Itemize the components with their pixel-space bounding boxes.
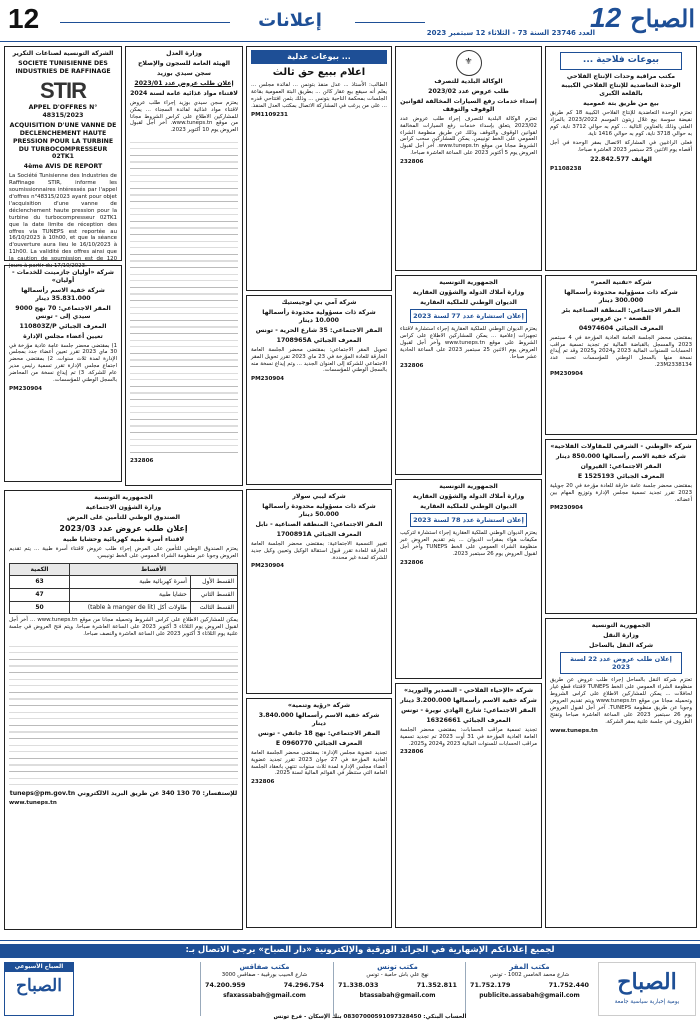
ad-link[interactable]: www.tuneps.tn [9, 800, 57, 807]
ad-body: يمكن للمشاركين الاطلاع على كراس الشروط وتحميله مجانا من موقع www.tuneps.tn ... آخر أجل لقبول العروض يوم الثلاثاء 3 أكتوبر 2023 على الساعة العاشرة صباحا. ويتم فتح العروض في جلسة علنية يوم الثلاثاء 3 أكتوبر 2023 على الساعة العاشرة والنصف صباحا. [9, 617, 238, 638]
ad-subtitle: 4ème AVIS DE REPORT [23, 163, 103, 171]
ad-title: شركة «أوليان جازمينت للخدمات - أوليان» [12, 269, 114, 284]
footer-bank-account: الحساب البنكي: 08307000591097328450 بنك الإسكان - فرع تونس [273, 1014, 467, 1020]
column-mid-left [246, 46, 392, 936]
ad-body: تحويل المقر الاجتماعي: بمقتضى محضر الجلسة العامة الخارقة للعادة المؤرخة في 23 ماي 2023 تقرر تحويل المقر الاجتماعي للشركة إلى العنوان الجديد ... وتم إيداع نسخة منه بالسجل الوطني للمؤسسات. [251, 346, 387, 374]
ad-tender [125, 46, 243, 486]
office-email[interactable]: publicite.assabah@gmail.com [479, 992, 580, 1000]
ad-subtitle: بيع من طريق بتة عمومية [583, 100, 659, 108]
ad-subtitle: إسداء خدمات رفع السيارات المخالفة لقوانين الوقوف والتوقف [400, 97, 537, 113]
office-email[interactable]: btassabah@gmail.com [359, 992, 436, 1000]
ad-body: بمقتضى محضر جلسة عامة خارقة للعادة مؤرخة في 20 جويلية 2023 تقرر تجديد تسمية مجلس الإدارة وتوزيع المهام بين أعضائه. [550, 482, 692, 503]
ad-contact: للإستفسار: 70 130 340 عن طريق البريد الالكتروني tuneps@pm.gov.tn [9, 790, 238, 798]
column-left [4, 46, 243, 936]
footer-logo-weekly [4, 962, 74, 1016]
table-cell: القسط الثالث [190, 601, 237, 614]
ad-body: يعتزم الصندوق الوطني للتأمين على المرض إجراء طلب عروض لاقتناء أسرة طبية ... يتم تقديم العروض وجوبا عبر منظومة الشراء العمومي على الخط تونيبس. [9, 545, 238, 559]
ad-subtitle: الوحدة التعاضدية للإنتاج الفلاحي الكبيبة بالقلعة الكبرى [561, 82, 681, 98]
ad-consultation [395, 275, 542, 475]
ad-company-notice [246, 489, 392, 694]
footer-office [333, 962, 461, 1016]
ad-title: APPEL D'OFFRES N° 48315/2023 [28, 103, 98, 119]
ad-subtitle: الصندوق الوطني للتأمين على المرض [67, 513, 180, 521]
ad-subtitle: وزارة أملاك الدولة والشؤون العقارية [412, 492, 525, 500]
ad-tax-id: المعرف الجبائي 1708965A [276, 336, 362, 344]
ad-body: يعتزم الديوان الوطني للملكية العقارية إجراء استشارة لاقتناء تجهيزات إعلامية ... يمكن للمشاركين الاطلاع على كراس الشروط على موقع www.tuneps.tn وآخر أجل لقبول العروض يوم الاثنين 25 سبتمبر 2023 على الساعة الحادية عشر صباحا. [400, 326, 537, 360]
table-cell: القسط الأول [190, 576, 237, 589]
table-cell: أسرة كهربائية طبية [70, 576, 191, 589]
ad-subtitle: تعيين أعضاء مجلس الإدارة [23, 332, 103, 340]
table-cell: طاولات أكل (table à manger de lit) [70, 601, 191, 614]
office-email[interactable]: sfaxassabah@gmail.com [223, 992, 306, 1000]
table-row [10, 576, 238, 589]
ad-tax-id: المعرف الجبائي 110803Z/P [19, 322, 107, 330]
ad-company-notice [4, 265, 122, 482]
ad-agricultural-sale [545, 46, 697, 271]
ad-ref: 232806 [400, 559, 424, 566]
office-address: شارع الحبيب بورقيبة - صفاقس 3000 [221, 971, 308, 978]
ad-title: الوكالة البلدية للتصرف [434, 78, 503, 85]
ad-phone: الهاتف 22.842.577 [590, 155, 652, 163]
consultation-number: إعلان استشارة عدد 77 لسنة 2023 [410, 309, 527, 323]
footer-title: لجميع إعلاناتكم الإشهارية في الجرائد الورقية والإلكترونية «دار الصباح» يرجى الاتصال بـ: [185, 945, 555, 955]
ad-subtitle: المقر الاجتماعي: المنطقة الصناعية بئر القصعة - بن عروس [561, 306, 681, 322]
table-header-cell: الأقساط [70, 563, 238, 576]
table-header-row [10, 563, 238, 576]
ad-title: الجمهورية التونسية [94, 494, 153, 501]
ad-title: وزارة العدل [166, 50, 202, 57]
ad-ref: 232806 [251, 779, 275, 786]
ad-ref: 232806 [400, 362, 424, 369]
office-phones [338, 981, 457, 989]
footer-logo-text: الصباح [16, 976, 62, 997]
ad-judicial-sale [246, 46, 392, 291]
ad-title: الجمهورية التونسية [591, 622, 651, 629]
footer-logo-assabah [598, 962, 696, 1016]
ad-body: تعتزم شركة النقل بالساحل إجراء طلب عروض عن طريق منظومة الشراء العمومي على الخط TUNEPS لاقتناء قطع غيار لحافلات ... يمكن للمشاركين الاطلاع على كراس الشروط وتحميله مجانا من موقع www.tuneps.tn ويتم تقديم العروض وجوبا عن طريق منظومة TUNEPS. آخر أجل لقبول العروض يوم 26 سبتمبر 2023 على الساعة العاشرة صباحا وتفتح الظروف في جلسة علنية بمقر الشركة. [550, 677, 693, 725]
ad-body: La Société Tunisienne des Industries de Raffinage STIR, informe les soumissionnaires intéressés par l'appel d'offres n°48315/2023 ayant pour objet l'acquisition d'une vanne de déclenchement haute pression pour la turbine du turbocompresseur 02TK1 que la date limite de réception des offres via TUNEPS est reportée au 16/10/2023 à 10h00, et que la séance d'ouverture aura lieu le 16/10/2023 à 11h00. La validité des offres ainsi que la caution de soumission est de 120 jours à partir du 17/10/2023. [9, 173, 117, 270]
ad-body: فعلى الراغبين في المشاركة الاتصال بمقر الوحدة في أجل أقصاه يوم الاثنين 25 سبتمبر 2023 العاشرة صباحا. [550, 139, 692, 153]
ad-tax-id: المعرف الجبائي 16326661 [426, 716, 511, 724]
consultation-number: إعلان استشارة عدد 78 لسنة 2023 [410, 513, 527, 527]
ad-body: 1) بمقتضى محضر جلسة عامة عادية مؤرخة في 30 ماي 2023 تقرر تعيين أعضاء جدد بمجلس الإدارة لمدة ثلاث سنوات. 2) بمقتضى محضر اجتماع مجلس الإدارة تقرر تسمية رئيس مدير عام للشركة. 3) تم إيداع نسخة من المحاضر بالسجل الوطني للمؤسسات. [9, 342, 118, 384]
footer-logo-tagline: يومية إخبارية سياسية جامعة [614, 999, 680, 1005]
page-header [0, 0, 700, 42]
ad-header: الشركة التونسية لصناعات التكرير [12, 50, 114, 57]
office-phones [470, 981, 589, 989]
ad-body: تعتزم الوحدة التعاضدية للإنتاج الفلاحي الكبيبة 18 كم طريق نفيضة سوسة بيع غلال زيتون الموسم 2023/2022 بالمزاد العلني وذلك بالعناوين التالية ... كوم به حوالي 3712 ناية، كوم به حوالي 3718 ناية، كوم به حوالي 1416 ناية. [550, 110, 693, 137]
ad-title: شركة «تقنية العمر» [590, 279, 652, 286]
ad-tax-id: المعرف الجبائي E 0960770 [275, 739, 363, 747]
ad-title: شركة ليبي سولار [292, 493, 346, 500]
ad-title: شركة «الوطني - الشرقي للمقاولات الفلاحية» [550, 443, 692, 450]
table-header-cell: الكمية [10, 563, 70, 576]
column-title: بيوعات فلاحية ... [560, 52, 682, 70]
left-top-subcol [4, 46, 122, 486]
ad-tax-id: المعرف الجبائي 1700891A [276, 530, 362, 538]
issue-line: العدد 23746 السنة 73 - الثلاثاء 12 سبتمبر 2023 [426, 29, 595, 37]
header-rule-left [60, 22, 230, 23]
ad-subtitle: وزارة أملاك الدولة والشؤون العقارية [412, 288, 525, 296]
tender-number: إعلان طلب عروض عدد 22 لسنة 2023 [560, 652, 682, 675]
column-right [545, 46, 697, 936]
ad-consultation [395, 479, 542, 679]
ad-body: الطالب: الأستاذ ... عدل منفذ بتونس ... لفائدة مجلس ... يعلم أنه سيقع بيع عقار كائن ... بطريق البتة العمومية بقاعة الجلسات بمحكمة الناحية بتونس ... وذلك بثمن افتتاحي قدره ... على من يرغب في المشاركة الاتصال بمكتب العدل المنفذ. [251, 82, 387, 109]
header-rule-right [355, 22, 425, 23]
ad-ref: PM230904 [550, 505, 584, 512]
table-row [10, 589, 238, 602]
ad-subtitle: لاقتناء أسرة طبية كهربائية وحشايا طبية [62, 536, 185, 544]
ad-title: اعلام ببيع حق ثالث [272, 67, 366, 79]
table-cell: 63 [10, 576, 70, 589]
ad-company-notice [395, 683, 542, 928]
ad-stir-tender [4, 46, 122, 270]
office-name: مكتب صفاقس [239, 963, 290, 971]
office-address: نهج علي باش حامبة - تونس [366, 971, 429, 978]
ad-title: الجمهورية التونسية [439, 483, 498, 490]
office-phone[interactable]: 74.200.959 [205, 980, 246, 989]
ad-body: تغيير التسمية الاجتماعية: بمقتضى محضر الجلسة العامة الخارقة للعادة تقرر قبول استقالة الوكيل وتعيين وكيل جديد للشركة لمدة غير محددة. [251, 540, 387, 561]
lots-table [9, 563, 238, 615]
column-title: ... بيوعات عدلية [251, 50, 387, 64]
ad-subtitle: سجن سيدي بوزيد [157, 69, 211, 77]
municipal-emblem-icon: ⚜ [456, 50, 482, 76]
left-top-row [4, 46, 243, 486]
ad-ref: PM230904 [9, 385, 43, 392]
office-name: مكتب المقر [509, 963, 550, 971]
section-title: إعلانات [258, 10, 322, 31]
ad-ref: 232806 [400, 159, 424, 166]
office-phone[interactable]: 74.296.754 [283, 980, 324, 989]
ad-ref: P1108238 [550, 165, 582, 172]
ad-body-fine-print [9, 640, 238, 790]
ad-title: شركة «الإحياء الفلاحي - التصدير والتوريد» [403, 687, 534, 694]
tender-number: إعلان طلب عروض عدد 2023/01 [134, 79, 234, 87]
ad-tender [545, 618, 697, 928]
ad-subtitle: المقر الاجتماعي: 70 نهج 9000 سيدي إلى - تونس [15, 304, 111, 320]
ad-subtitle: المقر الاجتماعي: نهج 18 جانفي - تونس [257, 729, 381, 737]
ad-subtitle: شركة خفية الاسم رأسمالها 3.200.000 دينار [400, 696, 537, 704]
ad-subtitle: شركة خفية الاسم رأسمالها 3.840.000 دينار [258, 711, 380, 727]
ad-ref: PM230904 [550, 371, 584, 378]
ad-subtitle: المقر الاجتماعي: المنطقة الصناعية - نابل [255, 520, 383, 528]
ad-subtitle: الديوان الوطني للملكية العقارية [420, 298, 517, 306]
ad-body: تجديد تسمية مراقب الحسابات: بمقتضى محضر الجلسة العامة العادية المؤرخة في 31 أوت 2023 تم تجديد تسمية مراقب الحسابات للسنوات المالية 2023 و2024 و2025. [400, 726, 537, 747]
table-cell: 47 [10, 589, 70, 602]
ad-subtitle: شركة ذات مسؤولية محدودة رأسمالها 300.000 دينار [564, 288, 678, 304]
office-address: شارع محمد الخامس 1002 - تونس [489, 971, 570, 978]
ad-cnam-tender [4, 490, 243, 930]
stir-logo: STIR [39, 77, 87, 103]
ad-header-fr: SOCIETE TUNISIENNE DES INDUSTRIES DE RAFFINAGE [15, 59, 111, 75]
office-phones [205, 981, 324, 989]
ad-tax-id: المعرف الجبائي E 1525193 [577, 472, 665, 480]
ad-title: شركة آمي بي لوجيستيك [281, 299, 357, 306]
ad-body: يعتزم سجن سيدي بوزيد إجراء طلب عروض لاقتناء مواد غذائية لفائدة السجناء ... يمكن للمشاركين الاطلاع على كراس الشروط مجانا من موقع www.tuneps.tn. آخر أجل لقبول العروض يوم 10 أكتوبر 2023. [130, 99, 238, 134]
ad-subtitle: المقر الاجتماعي: القيروان [580, 462, 662, 470]
page-number: 12 [8, 3, 40, 34]
tender-number: إعلان طلب عروض عدد 2023/03 [59, 523, 188, 533]
ad-title: شركة «رؤية وتنمية» [287, 702, 351, 709]
ad-company-notice [246, 698, 392, 928]
newspaper-logo [590, 2, 695, 38]
ad-body-fine-print [130, 136, 238, 456]
ad-ref: PM230904 [251, 563, 285, 570]
ad-link[interactable]: www.tuneps.tn [550, 727, 598, 734]
table-cell: القسط الثاني [190, 589, 237, 602]
ad-subtitle: الهيئة العامة للسجون والإصلاح [137, 59, 231, 67]
table-row [10, 601, 238, 614]
office-phone[interactable]: 71.352.811 [416, 980, 457, 989]
office-phone[interactable]: 71.752.440 [548, 980, 589, 989]
ad-company-notice [545, 275, 697, 435]
ad-body: تجديد عضوية مجلس الإدارة: بمقتضى محضر الجلسة العامة العادية المؤرخة في 27 جوان 2023 تقرر تجديد عضوية أعضاء مجلس الإدارة لمدة ثلاث سنوات تنتهي بانعقاد الجلسة العامة التي ستنظر في القوائم المالية لسنة 2025. [251, 749, 387, 777]
logo-text: الصباح [630, 4, 695, 33]
ad-ref: PM230904 [251, 376, 285, 383]
table-cell: 50 [10, 601, 70, 614]
table-cell: حشايا طبية [70, 589, 191, 602]
ad-tender [395, 46, 542, 271]
footer-logo-small: الصباح الأسبوعي [5, 963, 73, 972]
ad-title: مكتب مراقبة وحدات الإنتاج الفلاحي [566, 72, 676, 80]
footer-office [465, 962, 593, 1016]
ad-subtitle: ACQUISITION D'UNE VANNE DE DECLENCHEMENT HAUTE PRESSION POUR LA TURBINE DU TURBOCOMPRESSEUR 02TK1 [9, 121, 117, 161]
ad-body: تعتزم الوكالة البلدية للتصرف إجراء طلب عروض عدد 2023/02 يتعلق بإسداء خدمات رفع السيارات المخالفة لقوانين الوقوف والتوقف وذلك عن طريق منظومة الشراء العمومي على الخط تونيبس. يمكن للمشاركين سحب كراس الشروط مجانا من موقع www.tuneps.tn. آخر أجل لقبول العروض يوم 5 أكتوبر 2023 على الساعة العاشرة صباحا. [400, 115, 537, 157]
ad-ref: 232806 [400, 749, 424, 756]
ad-ref: PM1109231 [251, 111, 288, 118]
ad-subtitle: المقر الاجتماعي: شارع الهادي نويرة - تونس [401, 706, 536, 714]
ad-subtitle: شركة خفية الاسم رأسمالها 35.831.000 دينار [21, 286, 105, 302]
ad-subtitle: شركة النقل بالساحل [588, 641, 654, 649]
logo-number: 12 [590, 2, 622, 33]
ad-title: الجمهورية التونسية [439, 279, 498, 286]
footer-office [200, 962, 328, 1016]
office-phone[interactable]: 71.338.033 [338, 980, 379, 989]
ad-body: يعتزم الديوان الوطني للملكية العقارية إجراء استشارة لتركيب مكيفات هواء بمقرات الديوان ... يتم تقديم العروض عبر منظومة الشراء العمومي على الخط TUNEPS وآخر أجل لقبول العروض يوم 26 سبتمبر 2023. [400, 530, 538, 557]
office-phone[interactable]: 71.752.179 [470, 980, 511, 989]
ad-subtitle: شركة ذات مسؤولية محدودة رأسمالها 10.000 دينار [262, 308, 376, 324]
footer-logo-text: الصباح [617, 969, 677, 995]
ad-subtitle: شركة خفية الاسم رأسمالها 850.000 دينار [556, 452, 686, 460]
ad-company-notice [545, 439, 697, 614]
ad-subtitle: المقر الاجتماعي: 35 شارع الحرية - تونس [255, 326, 383, 334]
ad-subtitle: شركة ذات مسؤولية محدودة رأسمالها 50.000 دينار [262, 502, 376, 518]
ad-subtitle: وزارة الشؤون الاجتماعية [85, 503, 162, 511]
ad-company-notice [246, 295, 392, 485]
column-mid-right [395, 46, 542, 936]
office-name: مكتب تونس [377, 963, 418, 971]
ad-subtitle: وزارة النقل [603, 631, 639, 639]
ad-subtitle: الديوان الوطني للملكية العقارية [420, 502, 517, 510]
ad-tax-id: المعرف الجبائي 04974604 [578, 324, 664, 332]
ad-subtitle: لاقتناء مواد غذائية عامة لسنة 2024 [130, 89, 238, 97]
ad-subtitle: طلب عروض عدد 2023/02 [428, 87, 509, 95]
ad-ref: 232806 [130, 458, 154, 465]
ad-body: بمقتضى محضر الجلسة العامة العادية المؤرخة في 4 سبتمبر 2023 والمسجل بالقباضة المالية تم تجديد تسمية مراقب الحسابات للسنوات المالية 2023 و2024 و2025 وقد تم إيداع نسخة منها بالسجل الوطني للمؤسسات تحت عدد 23M2338134. [550, 334, 692, 369]
